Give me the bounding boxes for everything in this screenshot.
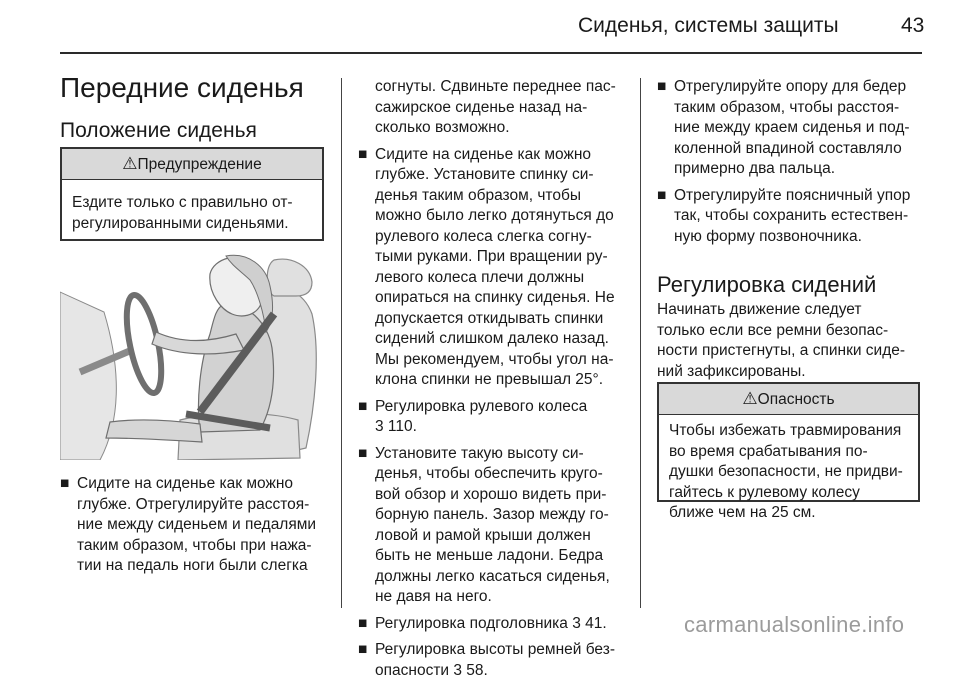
danger-box-header: [659, 384, 918, 415]
list-item: ■ Сидите на сиденье как можно глубже. Отрегулируйте расстоя- ние между сиденьем и педалями таким образом, чтобы при нажа- тии на педаль ноги были слегка: [60, 475, 317, 574]
section-heading: Передние сиденья: [60, 72, 304, 103]
warning-triangle-icon: ⚠: [122, 154, 138, 173]
watermark: carmanualsonline.info: [684, 612, 905, 637]
seat-position-illustration: [60, 252, 324, 460]
column-divider-2: [640, 78, 641, 608]
warning-triangle-icon: ⚠: [742, 389, 758, 408]
danger-box-title: Опасность: [757, 391, 835, 408]
list-item: ■ Сидите на сиденье как можно глубже. Установите спинку си- денья таким образом, чтобы можно было легко дотянуться до рулевого колеса слегка согну- тыми руками. При вращении ру- левого колеса плечи должны опираться на спинку сиденья. Не допускается откидывать спинки сидений слишком далеко назад. Мы рекомендуем, чтобы угол на- клона спинки не превышал 25°.: [358, 145, 615, 388]
danger-box: [657, 382, 920, 521]
bullet-marker: ■: [657, 78, 667, 95]
list-item: [358, 614, 633, 635]
column-2: [358, 77, 633, 687]
list-item: ■ Регулировка высоты ремней без- опасности 3 58.: [358, 640, 633, 681]
danger-box-text: Чтобы избежать травмирования во время срабатывания по- душки безопасности, не придви- гайтесь к рулевому колесу ближе чем на 25 см.: [669, 422, 903, 521]
column-1-bullets: [60, 474, 330, 583]
running-header-title: Сиденья, системы защиты: [578, 14, 839, 37]
list-item: ■ Установите такую высоту си- денья, чтобы обеспечить круго- вой обзор и хорошо видеть при- борную панель. Зазор между го- ловой и рамой крыши должен быть не меньше ладони. Бедра должны легко касаться сиденья, не давя на него.: [358, 444, 610, 605]
bullet-marker: ■: [657, 186, 667, 204]
cross-reference-link[interactable]: Регулировка подголовника 3 41.: [375, 614, 607, 632]
cross-reference-link[interactable]: опасности 3 58.: [375, 661, 488, 679]
bullet-marker: ■: [60, 475, 70, 492]
bullet-marker: ■: [358, 145, 368, 163]
list-item: ■ Отрегулируйте поясничный упор так, чтобы сохранить естествен- ную форму позвоночника.: [657, 186, 911, 245]
cross-reference-link[interactable]: 3 110.: [375, 418, 417, 435]
warning-line: регулированными сиденьями.: [72, 214, 289, 232]
bullet-marker: ■: [358, 614, 368, 632]
list-item: ■ Регулировка рулевого колеса 3 110.: [358, 397, 633, 438]
bullet-marker: ■: [358, 641, 368, 658]
list-item: ■ Отрегулируйте опору для бедер таким образом, чтобы расстоя- ние между краем сиденья и под- коленной впадиной составляло примерно два пальца.: [657, 78, 910, 177]
column-3-bullets: [657, 77, 927, 253]
page-number: 43: [901, 14, 925, 37]
adjustment-paragraph: Начинать движение следует только если все ремни безопас- ности пристегнуты, а спинки сиде- ний зафиксированы.: [657, 301, 906, 380]
warning-box: [60, 147, 324, 241]
subsection-heading: Положение сиденья: [60, 119, 257, 142]
subsection-heading-adjustment: Регулировка сидений: [657, 272, 877, 297]
warning-box-text: [62, 180, 322, 234]
continuation-paragraph: согнуты. Сдвиньте переднее пас- сажирское сиденье назад на- сколько возможно.: [375, 78, 616, 136]
bullet-marker: ■: [358, 397, 368, 415]
warning-line: Ездите только с правильно от-: [72, 194, 293, 211]
warning-box-header: [62, 149, 322, 180]
warning-box-title: Предупреждение: [137, 156, 262, 173]
header-rule: [60, 52, 922, 54]
bullet-marker: ■: [358, 444, 368, 462]
column-divider-1: [341, 78, 342, 608]
